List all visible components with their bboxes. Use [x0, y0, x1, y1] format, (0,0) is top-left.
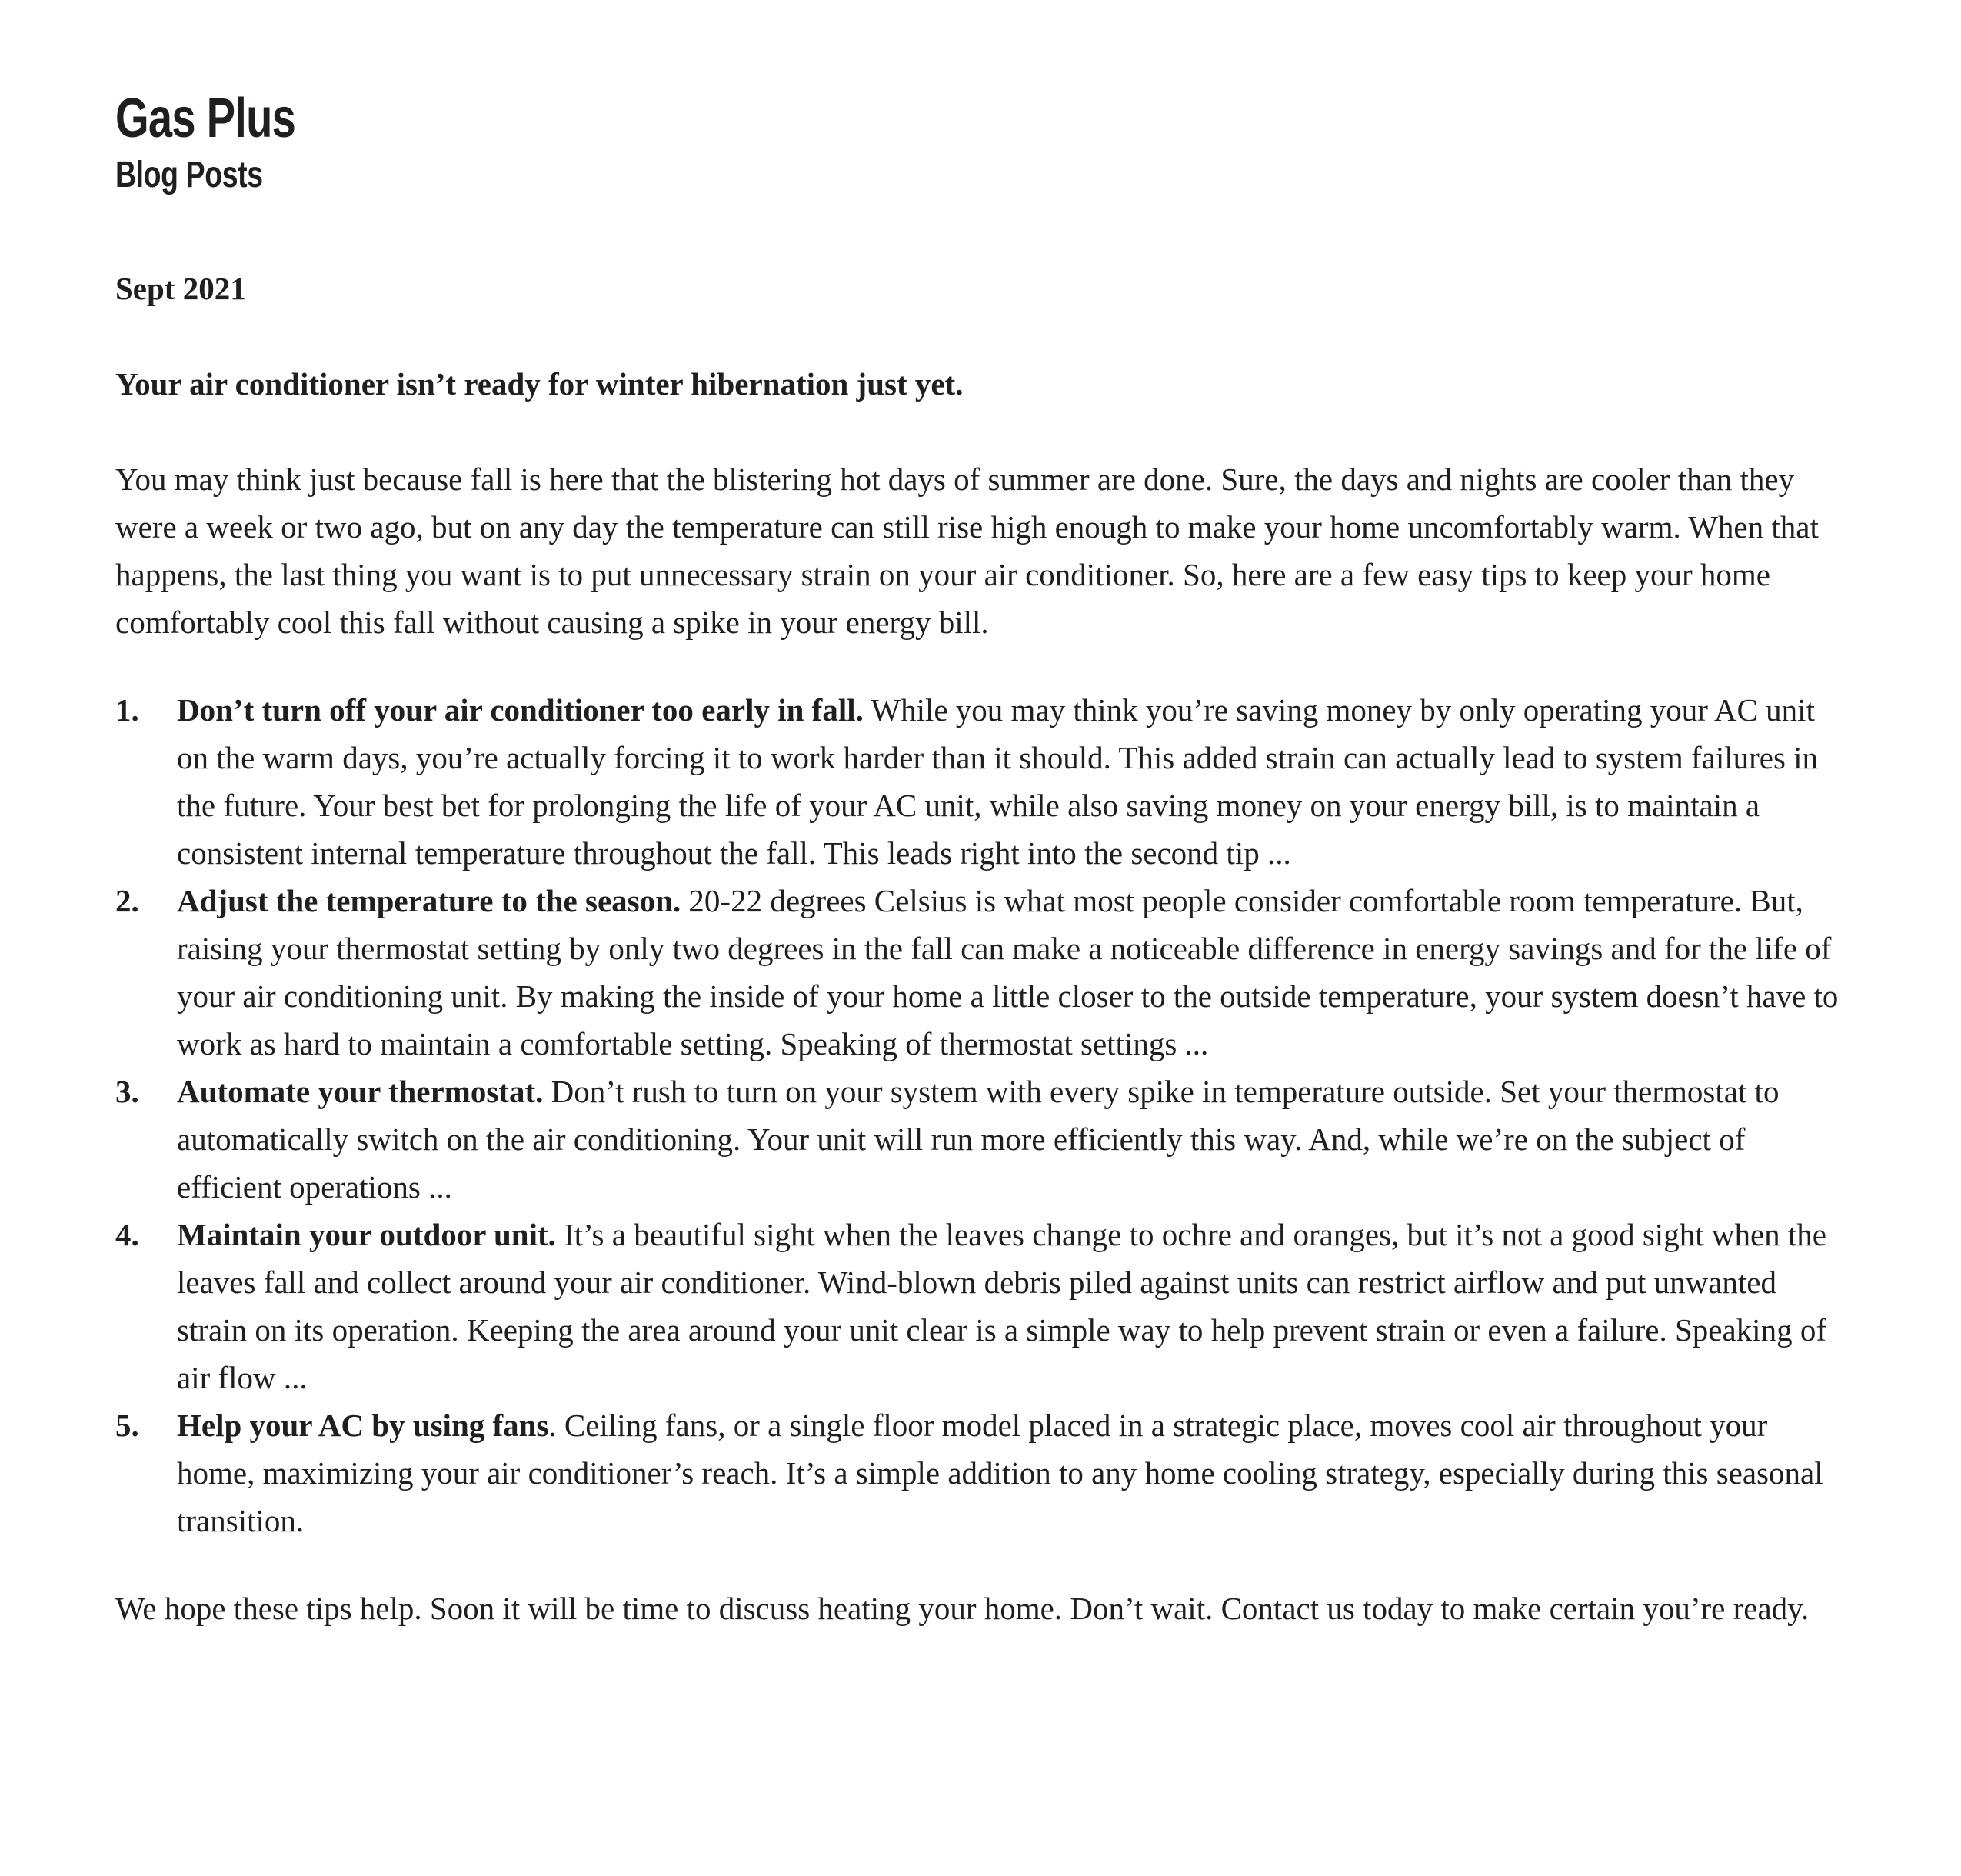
- brand-header: [115, 88, 1846, 195]
- tip-text: [177, 1068, 1846, 1211]
- tip-lead: Automate your thermostat.: [177, 1074, 544, 1109]
- tip-item-2: [115, 877, 1846, 1068]
- tip-lead: Don’t turn off your air conditioner too early in fall.: [177, 692, 864, 728]
- tip-lead: Help your AC by using fans: [177, 1408, 549, 1443]
- intro-paragraph: You may think just because fall is here that the blistering hot days of summer are done. Sure, the days and nights are cooler than they were a week or two ago, but on any day the temperature can still rise high enough to make your home uncomfortably warm. When that happens, the last thing you want is to put unnecessary strain on your air conditioner. So, here are a few easy tips to keep your home comfortably cool this fall without causing a spike in your energy bill.: [115, 462, 1819, 640]
- tip-text: [177, 1401, 1846, 1544]
- tip-text: [177, 1211, 1846, 1401]
- post-headline: Your air conditioner isn’t ready for winter hibernation just yet.: [115, 366, 964, 402]
- blog-post: [115, 265, 1846, 1632]
- tip-item-4: [115, 1211, 1846, 1401]
- tip-number: 4.: [115, 1217, 139, 1252]
- brand-title: Gas Plus: [115, 88, 296, 149]
- tip-item-5: [115, 1401, 1846, 1544]
- tip-item-1: [115, 686, 1846, 877]
- tip-number: 2.: [115, 883, 139, 918]
- tip-number: 5.: [115, 1408, 139, 1443]
- tip-body: Don’t rush to turn on your system with every spike in temperature outside. Set your thermostat to automatically switch on the air conditioning. Your unit will run more efficiently this way. And, while we’re on the subject of efficient operations ...: [177, 1074, 1780, 1205]
- closing-paragraph: We hope these tips help. Soon it will be time to discuss heating your home. Don’t wait. Contact us today to make certain you’re ready.: [115, 1591, 1810, 1626]
- tip-text: [177, 877, 1846, 1068]
- tip-item-3: [115, 1068, 1846, 1211]
- tip-body: 20-22 degrees Celsius is what most people consider comfortable room temperature. But, raising your thermostat setting by only two degrees in the fall can make a noticeable difference in energy savings and for the life of your air conditioning unit. By making the inside of your home a little closer to the outside temperature, your system doesn’t have to work as hard to maintain a comfortable setting. Speaking of thermostat settings ...: [177, 883, 1839, 1061]
- tip-body: . Ceiling fans, or a single floor model placed in a strategic place, moves cool air throughout your home, maximizing your air conditioner’s reach. It’s a simple addition to any home cooling strategy, especially during this seasonal transition.: [177, 1408, 1823, 1538]
- brand-subtitle: Blog Posts: [115, 155, 263, 195]
- tip-body: It’s a beautiful sight when the leaves change to ochre and oranges, but it’s not a good sight when the leaves fall and collect around your air conditioner. Wind-blown debris piled against units can restrict airflow and put unwanted strain on its operation. Keeping the area around your unit clear is a simple way to help prevent strain or even a failure. Speaking of air flow ...: [177, 1217, 1826, 1395]
- tips-list: [115, 686, 1846, 1544]
- tip-lead: Adjust the temperature to the season.: [177, 883, 681, 918]
- tip-number: 1.: [115, 692, 139, 728]
- tip-lead: Maintain your outdoor unit.: [177, 1217, 556, 1252]
- tip-body: While you may think you’re saving money by only operating your AC unit on the warm days, you’re actually forcing it to work harder than it should. This added strain can actually lead to system failures in the future. Your best bet for prolonging the life of your AC unit, while also saving money on your energy bill, is to maintain a consistent internal temperature throughout the fall. This leads right into the second tip ...: [177, 692, 1819, 871]
- tip-text: [177, 686, 1846, 877]
- post-date: Sept 2021: [115, 271, 246, 306]
- tip-number: 3.: [115, 1074, 139, 1109]
